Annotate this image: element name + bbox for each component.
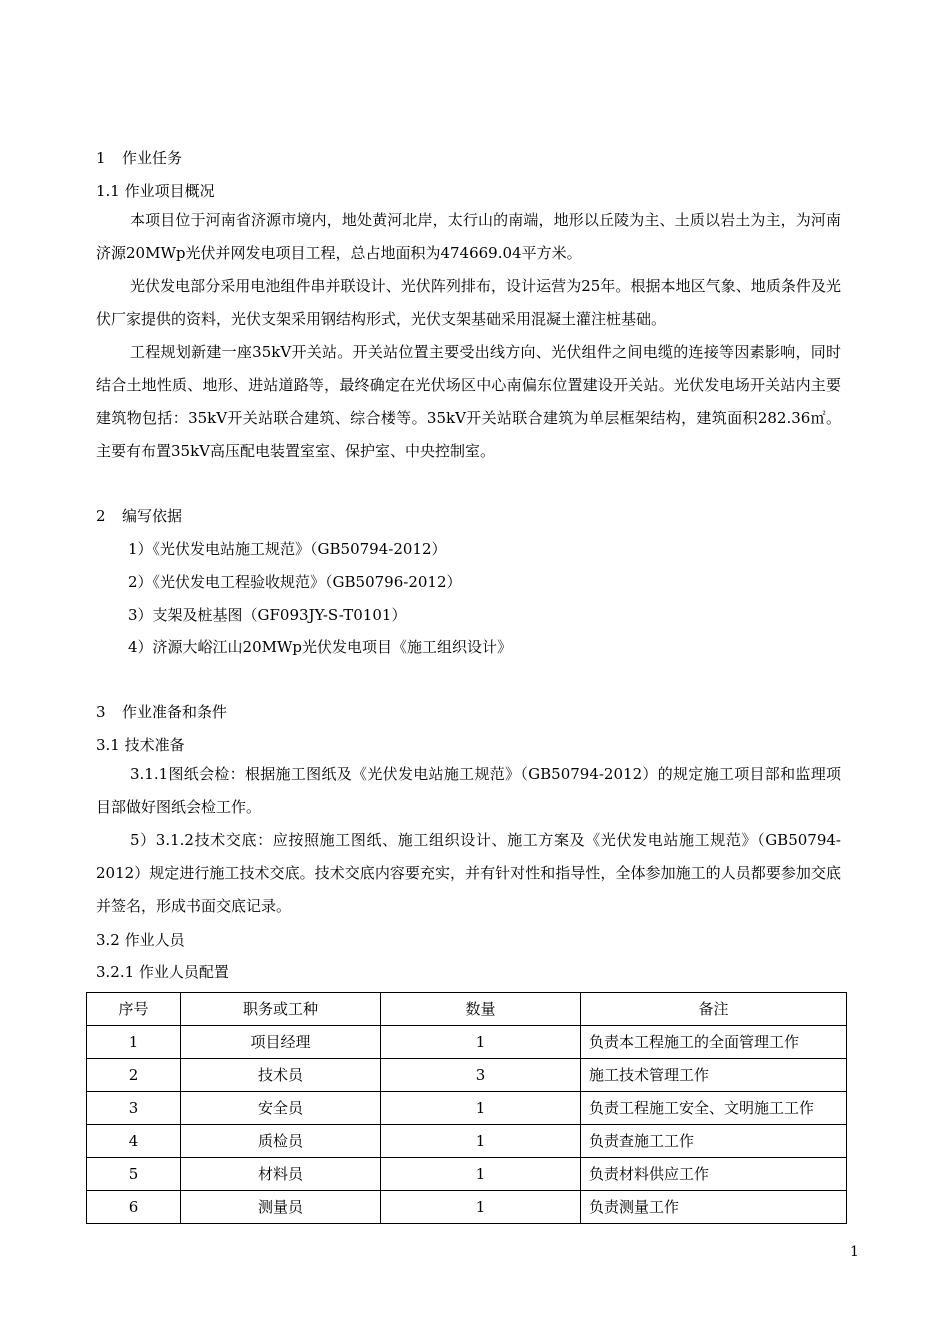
page-number: 1 bbox=[850, 1244, 859, 1260]
table-row bbox=[87, 1092, 847, 1125]
table-cell: 测量员 bbox=[181, 1191, 381, 1224]
table-row bbox=[87, 1158, 847, 1191]
table-cell: 3 bbox=[381, 1059, 581, 1092]
table-cell: 1 bbox=[381, 1125, 581, 1158]
table-cell: 1 bbox=[87, 1026, 181, 1059]
table-cell: 项目经理 bbox=[181, 1026, 381, 1059]
table-cell: 2 bbox=[87, 1059, 181, 1092]
section-2-number: 2 bbox=[96, 507, 106, 525]
paragraph-switch-station: 工程规划新建一座35kV开关站。开关站位置主要受出线方向、光伏组件之间电缆的连接等因素影响，同时结合土地性质、地形、进站道路等，最终确定在光伏场区中心南偏东位置建设开关站。光伏发电场开关站内主要建筑物包括：35kV开关站联合建筑、综合楼等。35kV开关站联合建筑为单层框架结构，建筑面积282.36㎡。主要有布置35kV高压配电装置室室、保护室、中央控制室。 bbox=[96, 343, 841, 460]
section-3-2-heading: 3.2 作业人员 bbox=[96, 931, 185, 949]
table-cell: 安全员 bbox=[181, 1092, 381, 1125]
table-header-cell: 备注 bbox=[581, 993, 847, 1026]
table-cell: 1 bbox=[381, 1026, 581, 1059]
paragraph-drawing-review: 3.1.1图纸会检：根据施工图纸及《光伏发电站施工规范》（GB50794-2012）的规定施工项目部和监理项目部做好图纸会检工作。 bbox=[96, 765, 841, 816]
section-1-title: 作业任务 bbox=[122, 149, 183, 167]
table-header-cell: 数量 bbox=[381, 993, 581, 1026]
table-cell: 1 bbox=[381, 1191, 581, 1224]
reference-item: 3）支架及桩基图（GF093JY-S-T0101） bbox=[128, 606, 407, 624]
table-cell: 负责查施工工作 bbox=[581, 1125, 847, 1158]
table-cell: 3 bbox=[87, 1092, 181, 1125]
table-cell: 6 bbox=[87, 1191, 181, 1224]
table-cell: 1 bbox=[381, 1158, 581, 1191]
section-3-title: 作业准备和条件 bbox=[122, 703, 228, 721]
table-row bbox=[87, 1125, 847, 1158]
section-1-heading bbox=[96, 148, 182, 168]
table-cell: 施工技术管理工作 bbox=[581, 1059, 847, 1092]
section-3-2-1-heading: 3.2.1 作业人员配置 bbox=[96, 963, 229, 981]
table-row bbox=[87, 1026, 847, 1059]
section-1-number: 1 bbox=[96, 149, 106, 167]
table-header-cell: 职务或工种 bbox=[181, 993, 381, 1026]
section-2-heading bbox=[96, 506, 182, 526]
table-cell: 负责工程施工安全、文明施工工作 bbox=[581, 1092, 847, 1125]
section-3-number: 3 bbox=[96, 703, 106, 721]
table-cell: 负责本工程施工的全面管理工作 bbox=[581, 1026, 847, 1059]
table-row bbox=[87, 1059, 847, 1092]
table-cell: 负责材料供应工作 bbox=[581, 1158, 847, 1191]
table-cell: 质检员 bbox=[181, 1125, 381, 1158]
paragraph-pv-design: 光伏发电部分采用电池组件串并联设计、光伏阵列排布，设计运营为25年。根据本地区气象、地质条件及光伏厂家提供的资料，光伏支架采用钢结构形式，光伏支架基础采用混凝土灌注桩基础。 bbox=[96, 277, 841, 328]
staff-table bbox=[86, 992, 847, 1224]
table-cell: 5 bbox=[87, 1158, 181, 1191]
section-1-1-heading: 1.1 作业项目概况 bbox=[96, 182, 215, 200]
section-2-title: 编写依据 bbox=[122, 507, 183, 525]
table-row bbox=[87, 1191, 847, 1224]
reference-item: 1）《光伏发电站施工规范》（GB50794-2012） bbox=[128, 540, 447, 558]
table-cell: 4 bbox=[87, 1125, 181, 1158]
section-3-1-heading: 3.1 技术准备 bbox=[96, 736, 185, 754]
table-cell: 1 bbox=[381, 1092, 581, 1125]
section-3-heading bbox=[96, 702, 227, 722]
paragraph-technical-briefing: 5）3.1.2技术交底：应按照施工图纸、施工组织设计、施工方案及《光伏发电站施工规范》（GB50794-2012）规定进行施工技术交底。技术交底内容要充实，并有针对性和指导性，全体参加施工的人员都要参加交底并签名，形成书面交底记录。 bbox=[96, 831, 841, 915]
table-cell: 负责测量工作 bbox=[581, 1191, 847, 1224]
reference-item: 2）《光伏发电工程验收规范》（GB50796-2012） bbox=[128, 573, 462, 591]
table-cell: 材料员 bbox=[181, 1158, 381, 1191]
reference-item: 4）济源大峪江山20MWp光伏发电项目《施工组织设计》 bbox=[128, 638, 513, 656]
table-header-cell: 序号 bbox=[87, 993, 181, 1026]
table-header-row bbox=[87, 993, 847, 1026]
paragraph-project-location: 本项目位于河南省济源市境内，地处黄河北岸，太行山的南端，地形以丘陵为主、土质以岩土为主，为河南济源20MWp光伏并网发电项目工程，总占地面积为474669.04平方米。 bbox=[96, 211, 841, 262]
table-cell: 技术员 bbox=[181, 1059, 381, 1092]
